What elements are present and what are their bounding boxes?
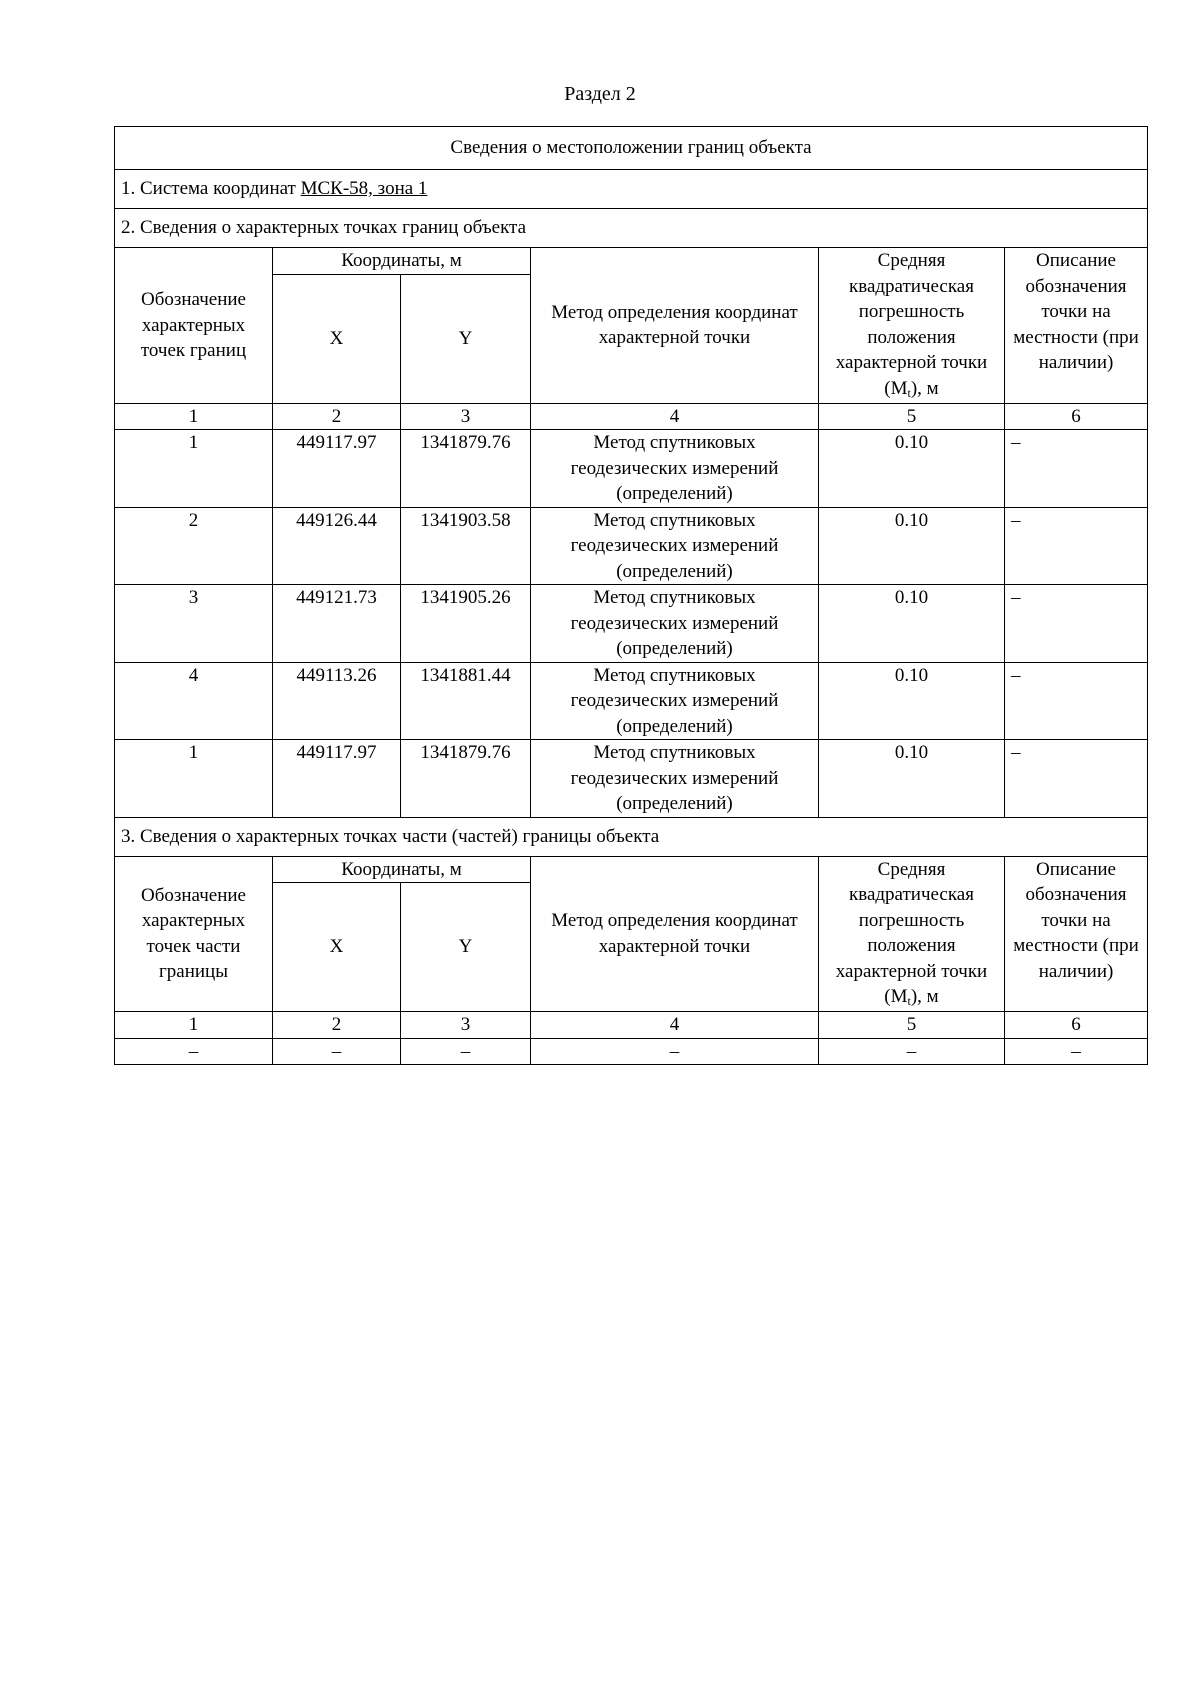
table-row: 1 449117.97 1341879.76 Метод спутниковых геодезических измерений (определений) 0.10 – — [115, 740, 1148, 818]
header-description: Описание обозначения точки на местности (при наличии) — [1005, 248, 1148, 404]
section-title: Раздел 2 — [564, 83, 636, 105]
header-coordinates: Координаты, м — [273, 248, 531, 275]
header-y: Y — [401, 274, 531, 403]
column-numbers-row-part: 1 2 3 4 5 6 — [115, 1012, 1148, 1039]
table-row: 4 449113.26 1341881.44 Метод спутниковых геодезических измерений (определений) 0.10 – — [115, 662, 1148, 740]
column-numbers-row: 1 2 3 4 5 6 — [115, 403, 1148, 430]
coord-system-prefix: 1. Система координат — [121, 178, 296, 200]
header-method: Метод определения координат характерной точки — [531, 248, 819, 404]
header-error: Средняя квадратическая погрешность положения характерной точки $(M_t)$, м — [819, 248, 1005, 404]
header-x: X — [273, 274, 401, 403]
coord-system-row — [115, 170, 1148, 209]
header-error-part: Средняя квадратическая погрешность положения характерной точки $(M_t)$, м — [819, 856, 1005, 1012]
table-title: Сведения о местоположении границ объекта — [115, 127, 1148, 170]
header-description-part: Описание обозначения точки на местности (при наличии) — [1005, 856, 1148, 1012]
header-coordinates-part: Координаты, м — [273, 856, 531, 883]
table-row-empty: – – – – – – — [115, 1038, 1148, 1065]
coord-system-value: МСК-58, зона 1 — [300, 178, 428, 200]
header-x-part: X — [273, 883, 401, 1012]
boundary-table — [114, 126, 1148, 1065]
header-y-part: Y — [401, 883, 531, 1012]
table-row: 3 449121.73 1341905.26 Метод спутниковых геодезических измерений (определений) 0.10 – — [115, 585, 1148, 663]
part3-title: 3. Сведения о характерных точках части (частей) границы объекта — [115, 817, 1148, 856]
table-row: 1 449117.97 1341879.76 Метод спутниковых геодезических измерений (определений) 0.10 – — [115, 430, 1148, 508]
header-part-point-designation: Обозначение характерных точек части границы — [115, 856, 273, 1012]
part2-title: 2. Сведения о характерных точках границ объекта — [115, 209, 1148, 248]
header-point-designation: Обозначение характерных точек границ — [115, 248, 273, 404]
header-method-part: Метод определения координат характерной точки — [531, 856, 819, 1012]
table-row: 2 449126.44 1341903.58 Метод спутниковых геодезических измерений (определений) 0.10 – — [115, 507, 1148, 585]
